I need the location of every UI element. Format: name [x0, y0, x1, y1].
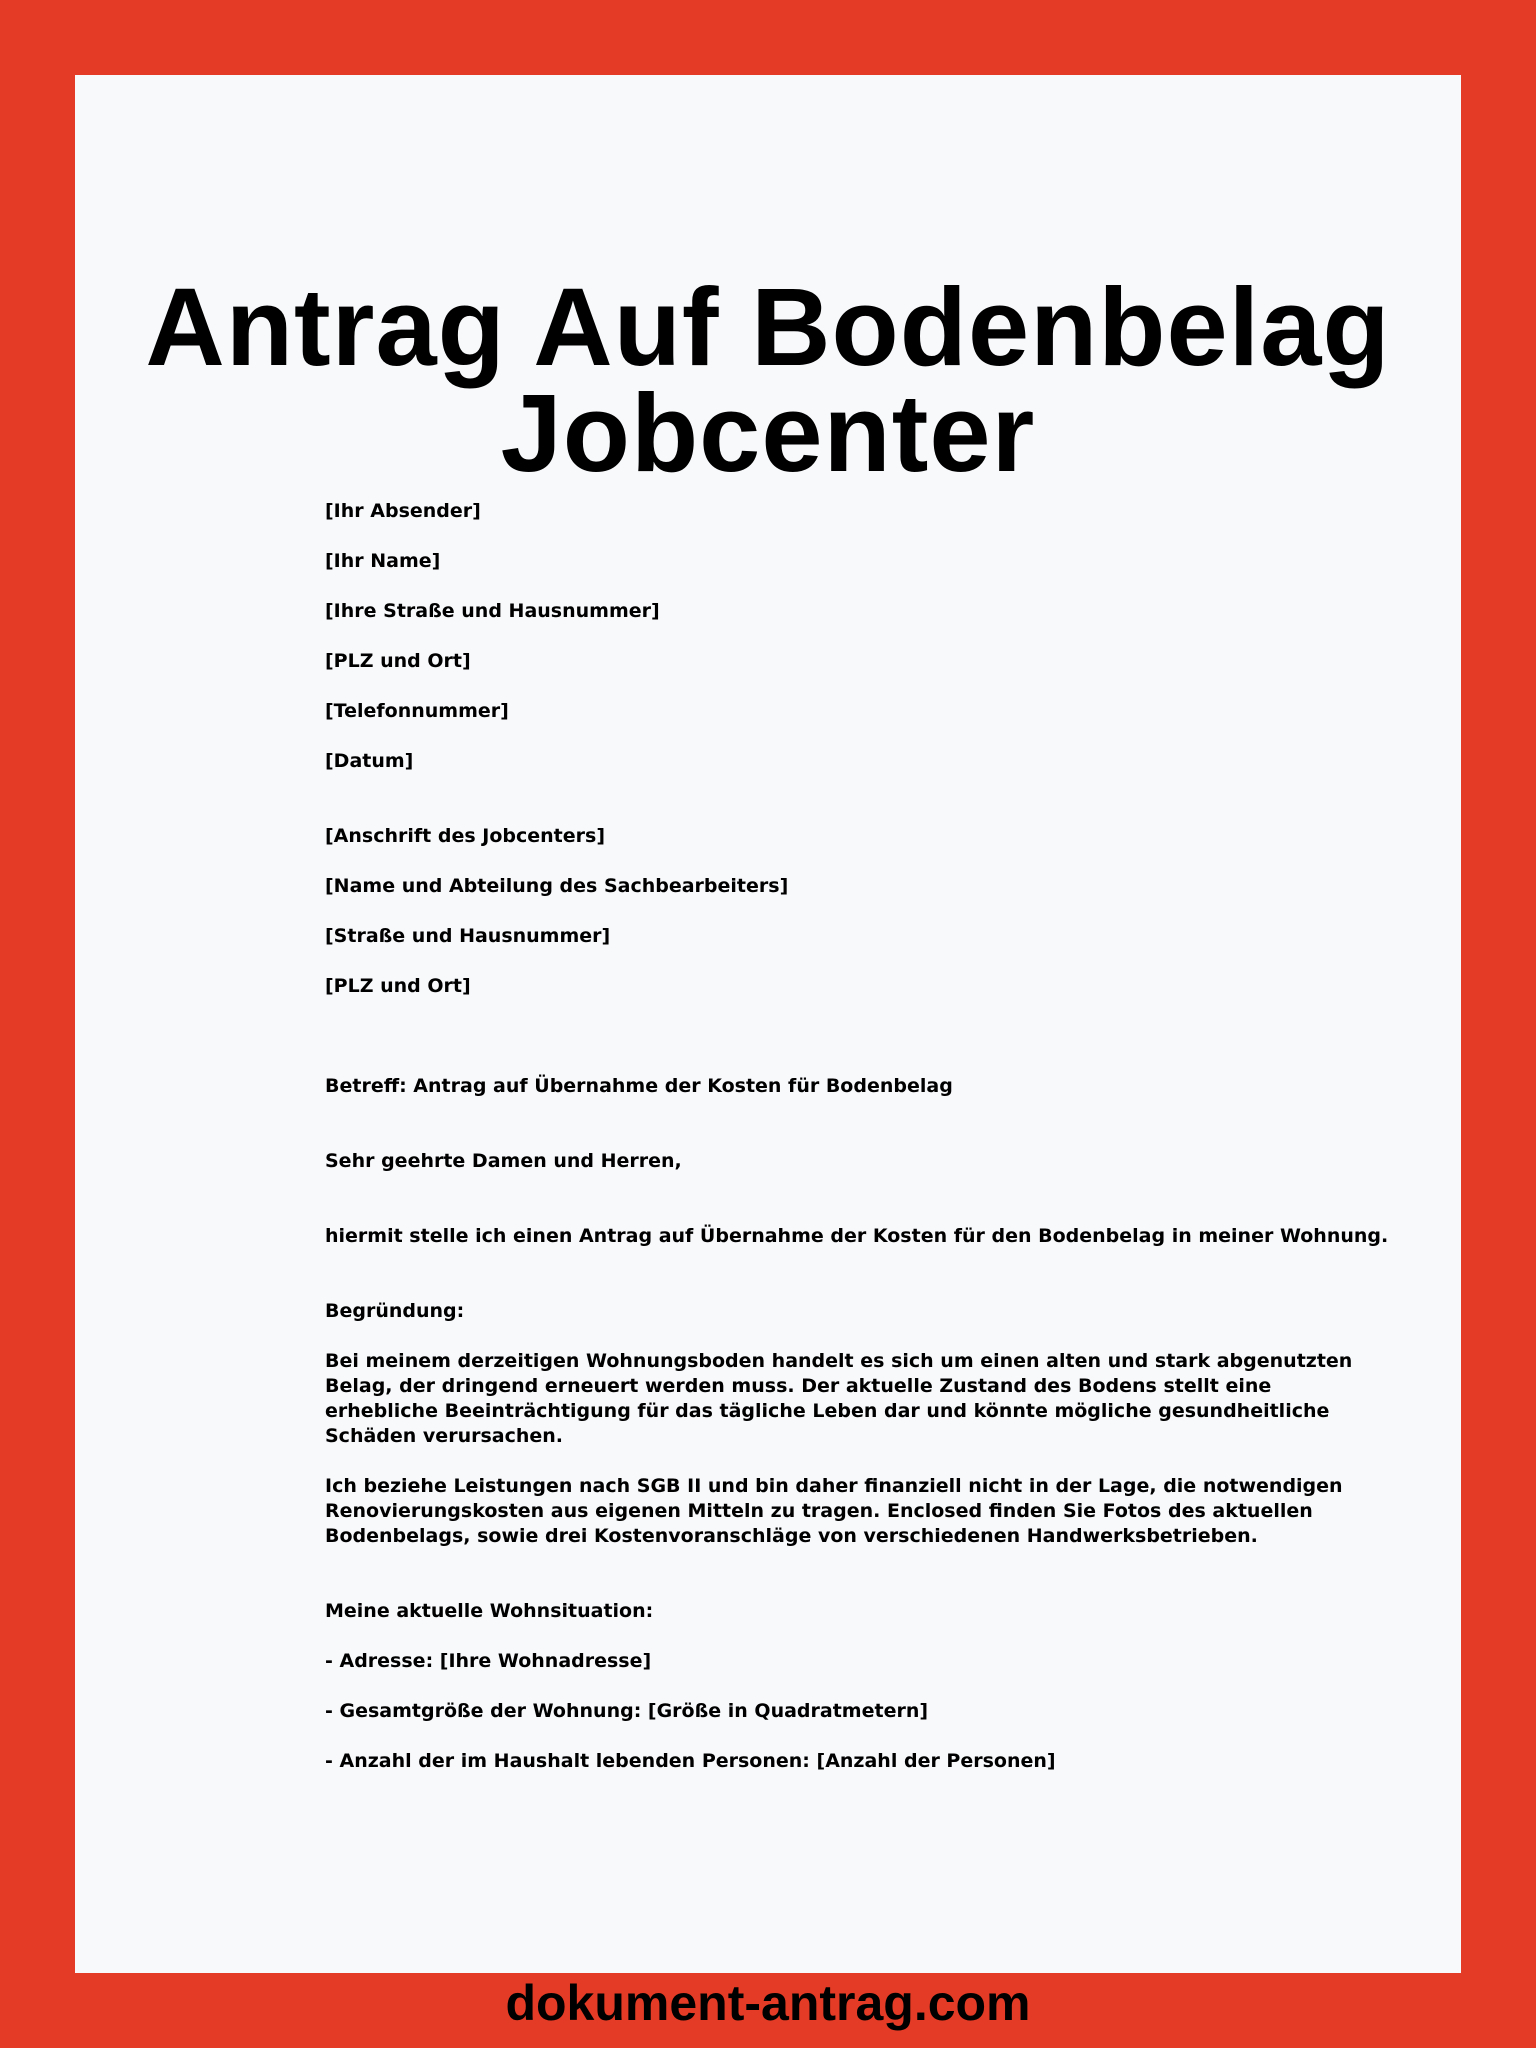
housing-item-persons: - Anzahl der im Haushalt lebenden Personen: [Anzahl der Personen] — [325, 1750, 1056, 1772]
document-title — [75, 266, 1461, 495]
reason-paragraph-2: Ich beziehe Leistungen nach SGB II und bin daher finanziell nicht in der Lage, die notwendigen Renovierungskosten aus eigenen Mitteln zu tragen. Enclosed finden Sie Fotos des aktuellen Bodenbelags, sowie drei Kostenvoranschläge von verschiedenen Handwerksbetrieben. — [325, 1475, 1343, 1547]
sender-phone: [Telefonnummer] — [325, 700, 509, 722]
document-sheet — [75, 75, 1461, 2031]
title-line-2: Jobcenter — [500, 372, 1036, 495]
sender-name: [Ihr Name] — [325, 550, 441, 572]
housing-heading: Meine aktuelle Wohnsituation: — [325, 1600, 654, 1622]
footer-site: dokument-antrag.com — [505, 1975, 1031, 2031]
title-line-1: Antrag Auf Bodenbelag — [145, 266, 1391, 389]
intro-paragraph: hiermit stelle ich einen Antrag auf Übernahme der Kosten für den Bodenbelag in meiner Wohnung. — [325, 1225, 1389, 1247]
housing-item-address: - Adresse: [Ihre Wohnadresse] — [325, 1650, 652, 1672]
recipient-name-department: [Name und Abteilung des Sachbearbeiters] — [325, 875, 789, 897]
sender-label: [Ihr Absender] — [325, 500, 481, 522]
salutation: Sehr geehrte Damen und Herren, — [325, 1150, 682, 1172]
recipient-address: [Anschrift des Jobcenters] — [325, 825, 605, 847]
housing-item-size: - Gesamtgröße der Wohnung: [Größe in Quadratmetern] — [325, 1700, 929, 1722]
recipient-street: [Straße und Hausnummer] — [325, 925, 611, 947]
letter-date: [Datum] — [325, 750, 414, 772]
sender-street: [Ihre Straße und Hausnummer] — [325, 600, 660, 622]
subject-line: Betreff: Antrag auf Übernahme der Kosten für Bodenbelag — [325, 1075, 953, 1097]
sender-city: [PLZ und Ort] — [325, 650, 471, 672]
reason-paragraph-1: Bei meinem derzeitigen Wohnungsboden handelt es sich um einen alten und stark abgenutzten Belag, der dringend erneuert werden muss. Der aktuelle Zustand des Bodens stellt eine erhebliche Beeinträchtigung für das tägliche Leben dar und könnte mögliche gesundheitliche Schäden verursachen. — [325, 1350, 1353, 1447]
recipient-city: [PLZ und Ort] — [325, 975, 471, 997]
reason-heading: Begründung: — [325, 1300, 465, 1322]
